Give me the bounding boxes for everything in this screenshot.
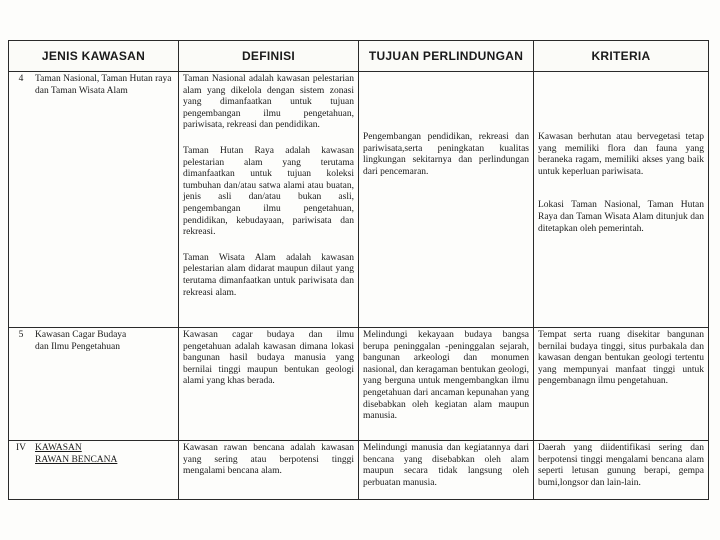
cell-kriteria <box>534 328 709 441</box>
definisi-paragraph: Kawasan rawan bencana adalah kawasan yang sering atau berpotensi tinggi mengalami bencana alam. <box>183 443 354 477</box>
kriteria-paragraph: Lokasi Taman Nasional, Taman Hutan Raya dan Taman Wisata Alam ditunjuk dan ditetapkan oleh pemerintah. <box>538 200 704 234</box>
kriteria-paragraph: Tempat serta ruang disekitar bangunan bernilai budaya tinggi, situs purbakala dan kawasan dengan bentukan geologi tertentu yang mempunyai manfaat tinggi untuk pengembanagn ilmu pengetahuan. <box>538 330 704 387</box>
definisi-paragraph: Taman Nasional adalah kawasan pelestarian alam yang dikelola dengan sistem zonasi yang dimanfaatkan untuk tujuan pengembangan ilmu pengetahuan, pariwisata, rekreasi dan pendidikan. <box>183 74 354 131</box>
cell-tujuan <box>359 328 534 441</box>
row-number: 5 <box>18 330 24 340</box>
tujuan-text: Pengembangan pendidikan, rekreasi dan pariwisata,serta peningkatan kualitas lingkungan sekitarnya dan perlindungan dari pencemaran. <box>363 132 529 177</box>
table-row <box>9 72 709 328</box>
header-row <box>9 41 709 72</box>
kawasan-table <box>8 40 709 500</box>
definisi-paragraph: Taman Hutan Raya adalah kawasan pelestarian alam yang terutama dimanfaatkan untuk tujuan koleksi tumbuhan dan/atau satwa alami atau buatan, jenis asli dan/atau bukan asli, pengembangan ilmu pengetahuan, pendidikan, kebudayaan, pariwisata dan rekreasi. <box>183 145 354 238</box>
definisi-paragraph: Kawasan cagar budaya dan ilmu pengetahuan adalah kawasan dimana lokasi bangunan hasil budaya manusia yang bernilai tinggi maupun bentukan geologi alami yang khas berada. <box>183 330 354 387</box>
cell-tujuan <box>359 72 534 328</box>
cell-tujuan <box>359 441 534 500</box>
header-jenis-kawasan: JENIS KAWASAN <box>9 41 179 72</box>
cell-jenis-kawasan <box>9 328 179 441</box>
header-tujuan-perlindungan: TUJUAN PERLINDUNGAN <box>359 41 534 72</box>
header-definisi: DEFINISI <box>179 41 359 72</box>
kriteria-paragraph: Kawasan berhutan atau bervegetasi tetap yang memiliki flora dan fauna yang beraneka ragam, memiliki akses yang baik untuk keperluan pariwisata. <box>538 132 704 177</box>
cell-kriteria <box>534 441 709 500</box>
kriteria-paragraph: Daerah yang diidentifikasi sering dan berpotensi tinggi mengalami bencana alam seperti letusan gunung berapi, gempa bumi,longsor dan lain-lain. <box>538 443 704 488</box>
cell-kriteria <box>534 72 709 328</box>
table-row <box>9 328 709 441</box>
tujuan-text: Melindungi manusia dan kegiatannya dari bencana yang disebabkan oleh alam maupun secara tidak langsung oleh perbuatan manusia. <box>363 443 529 488</box>
kawasan-name: KAWASAN RAWAN BENCANA <box>35 443 118 465</box>
definisi-paragraph: Taman Wisata Alam adalah kawasan pelestarian alam didarat maupun dilaut yang terutama dimanfaatkan untuk pariwisata dan rekreasi alam. <box>183 252 354 298</box>
cell-definisi <box>179 328 359 441</box>
cell-definisi <box>179 441 359 500</box>
cell-jenis-kawasan <box>9 72 179 328</box>
row-number: 4 <box>18 74 24 84</box>
table-row <box>9 441 709 500</box>
header-kriteria: KRITERIA <box>534 41 709 72</box>
cell-definisi <box>179 72 359 328</box>
kawasan-name: Taman Nasional, Taman Hutan raya dan Taman Wisata Alam <box>35 74 172 96</box>
cell-jenis-kawasan <box>9 441 179 500</box>
tujuan-text: Melindungi kekayaan budaya bangsa berupa peninggalan -peninggalan sejarah, bangunan arkeologi dan monumen nasional, dan keragaman bentukan geologi, yang berguna untuk mengembangkan ilmu pengetahuan dari ancaman kepunahan yang disebabkan oleh kegiatan alam maupun manusia. <box>363 330 529 422</box>
kawasan-name: Kawasan Cagar Budaya dan Ilmu Pengetahuan <box>35 330 127 352</box>
row-number: IV <box>15 443 27 453</box>
